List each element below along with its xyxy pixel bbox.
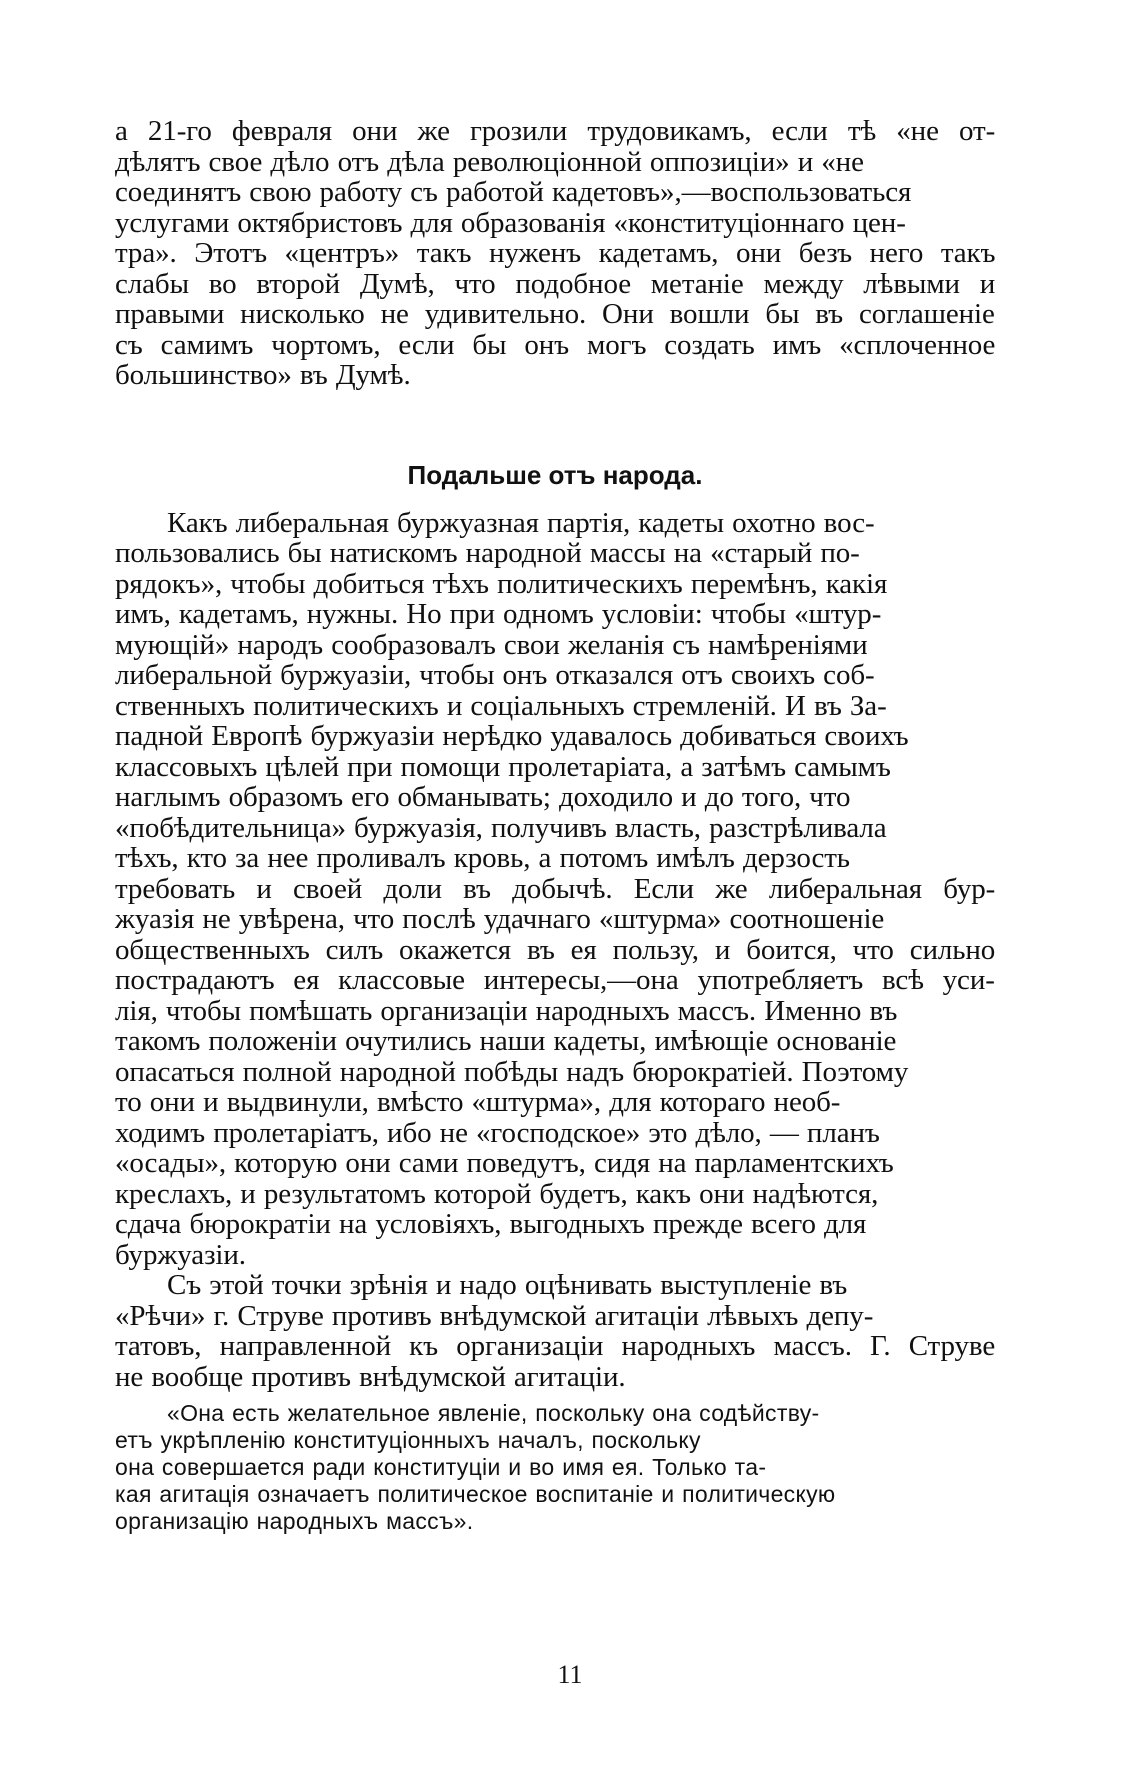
text-line: имъ, кадетамъ, нужны. Но при одномъ условіи: чтобы «штур-	[115, 598, 882, 630]
text-line: рядокъ», чтобы добиться тѣхъ политическихъ перемѣнъ, какія	[115, 567, 888, 600]
text-line: наглымъ образомъ его обманывать; доходило и до того, что	[115, 781, 851, 813]
text-line: тра». Этотъ «центръ» такъ нуженъ кадетамъ, они безъ него такъ	[115, 237, 996, 269]
quote-line: организацію народныхъ массъ».	[115, 1508, 474, 1534]
text-line: жуазія не увѣрена, что послѣ удачнаго «штурма» соотношеніе	[115, 903, 885, 935]
quote-line: етъ укрѣпленію конституціонныхъ началъ, поскольку	[115, 1427, 701, 1453]
text-line: а 21-го февраля они же грозили трудовикамъ, если тѣ «не от-	[115, 115, 996, 147]
text-line: тѣхъ, кто за нее проливалъ кровь, а потомъ имѣлъ дерзость	[115, 842, 850, 874]
text-line: мующій» народъ сообразовалъ свои желанія съ намѣреніями	[115, 628, 868, 661]
text-line: классовыхъ цѣлей при помощи пролетаріата, а затѣмъ самымъ	[115, 750, 891, 783]
quote-block	[115, 1400, 995, 1535]
text-line: соединятъ свою работу съ работой кадетовъ»,—воспользоваться	[115, 176, 912, 208]
text-line: не вообще противъ внѣдумской агитаціи.	[115, 1360, 626, 1393]
text-line: Съ этой точки зрѣнія и надо оцѣнивать выступленіе въ	[167, 1269, 848, 1301]
text-line: слабы во второй Думѣ, что подобное метаніе между лѣвыми и	[115, 267, 996, 300]
text-line: сдача бюрократіи на условіяхъ, выгодныхъ прежде всего для	[115, 1208, 867, 1240]
struve-paragraph	[115, 1270, 995, 1392]
text-line: лія, чтобы помѣшать организаціи народныхъ массъ. Именно въ	[115, 994, 898, 1027]
text-line: буржуазіи.	[115, 1238, 246, 1271]
text-line: общественныхъ силъ окажется въ ея пользу, и боится, что сильно	[115, 933, 996, 966]
text-line: дѣлятъ свое дѣло отъ дѣла революціонной оппозиціи» и «не	[115, 145, 864, 178]
text-line: требовать и своей доли въ добычѣ. Если же либеральная бур-	[115, 872, 996, 905]
text-line: съ самимъ чортомъ, если бы онъ могъ создать имъ «сплоченное	[115, 328, 996, 361]
quote-line: «Она есть желательное явленіе, поскольку она содѣйству-	[167, 1400, 820, 1426]
quote-line: она совершается ради конституціи и во имя ея. Только та-	[115, 1454, 767, 1480]
page-number: 11	[557, 1660, 583, 1689]
intro-paragraph	[115, 116, 995, 391]
text-line: опасаться полной народной побѣды надъ бюрократіей. Поэтому	[115, 1055, 909, 1088]
section-title: Подальше отъ народа.	[407, 459, 703, 490]
text-line: то они и выдвинули, вмѣсто «штурма», для котораго необ-	[115, 1086, 841, 1118]
main-paragraph	[115, 508, 995, 1271]
text-line: «Рѣчи» г. Струве противъ внѣдумской агитаціи лѣвыхъ депу-	[115, 1299, 874, 1332]
text-line: услугами октябристовъ для образованія «конституціоннаго цен-	[115, 206, 906, 239]
text-line: пользовались бы натискомъ народной массы на «старый по-	[115, 537, 860, 569]
text-line: татовъ, направленной къ организаціи народныхъ массъ. Г. Струве	[115, 1330, 996, 1362]
text-line: либеральной буржуазіи, чтобы онъ отказался отъ своихъ соб-	[115, 659, 875, 691]
page-content	[115, 116, 995, 1716]
text-line: ственныхъ политическихъ и соціальныхъ стремленій. И въ За-	[115, 689, 887, 722]
text-line: Какъ либеральная буржуазная партія, кадеты охотно вос-	[167, 506, 875, 539]
text-line: большинство» въ Думѣ.	[115, 359, 411, 391]
text-line: ходимъ пролетаріатъ, ибо не «господское» это дѣло, — планъ	[115, 1116, 880, 1149]
text-line: такомъ положеніи очутились наши кадеты, имѣющіе основаніе	[115, 1025, 897, 1057]
text-line: «осады», которую они сами поведутъ, сидя на парламентскихъ	[115, 1147, 894, 1179]
text-line: падной Европѣ буржуазіи нерѣдко удавалось добиваться своихъ	[115, 720, 909, 752]
text-line: креслахъ, и результатомъ которой будетъ, какъ они надѣются,	[115, 1177, 879, 1210]
quote-line: кая агитація означаетъ политическое воспитаніе и политическую	[115, 1481, 836, 1507]
text-line: «побѣдительница» буржуазія, получивъ власть, разстрѣливала	[115, 811, 887, 844]
text-line: пострадаютъ ея классовые интересы,—она употребляетъ всѣ уси-	[115, 964, 995, 996]
text-line: правыми нисколько не удивительно. Они вошли бы въ соглашеніе	[115, 298, 995, 330]
